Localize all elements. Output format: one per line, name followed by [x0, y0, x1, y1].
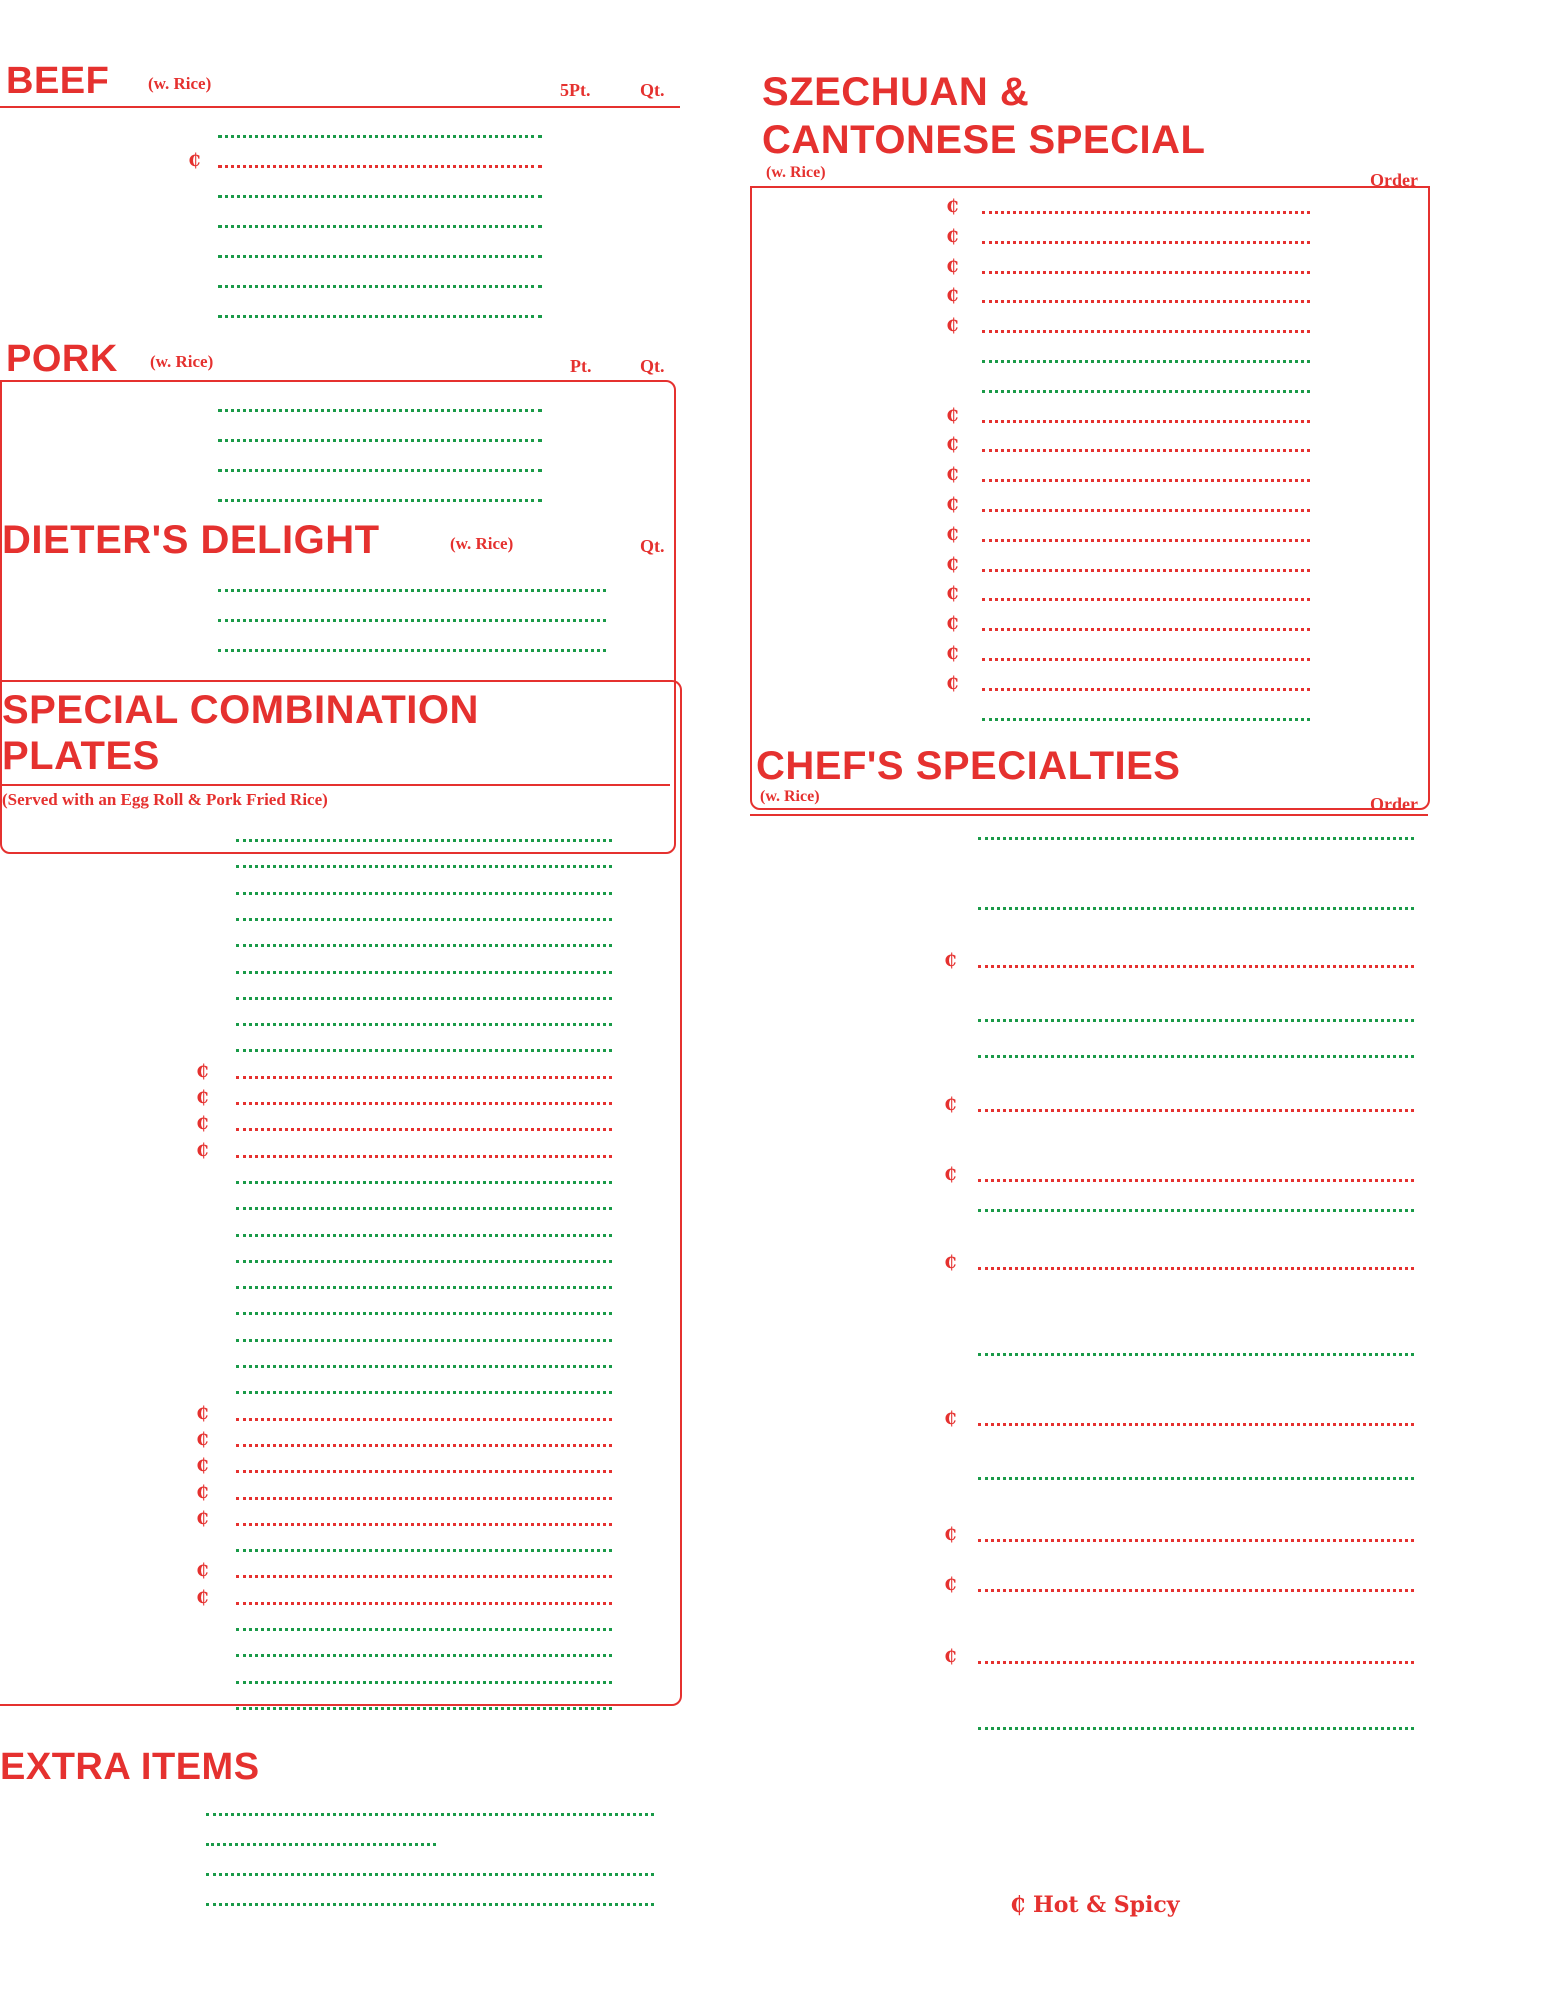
dot-leader — [978, 1423, 1414, 1426]
hot-spicy-icon: ₵ — [944, 1164, 957, 1185]
dot-leader — [236, 1470, 612, 1473]
beef-item — [0, 146, 680, 176]
dot-leader — [982, 569, 1310, 572]
dot-leader — [236, 1365, 612, 1368]
dot-leader — [218, 499, 542, 502]
beef-item — [0, 116, 680, 146]
hot-spicy-icon: ₵ — [196, 1139, 209, 1161]
chef-item — [750, 1160, 1430, 1190]
dot-leader — [218, 649, 606, 652]
dot-leader — [236, 1260, 612, 1263]
dot-leader — [206, 1843, 436, 1846]
beef-title: BEEF — [6, 60, 110, 102]
dot-leader — [236, 944, 612, 947]
hot-spicy-icon: ₵ — [946, 613, 959, 635]
dot-leader — [978, 907, 1414, 910]
chef-item — [750, 1708, 1430, 1738]
dieter-item — [0, 630, 680, 660]
chef-item — [750, 888, 1430, 918]
hot-spicy-icon: ₵ — [188, 150, 201, 171]
dot-leader — [982, 390, 1310, 393]
hot-spicy-icon: ₵ — [946, 196, 959, 217]
pork-item — [0, 420, 680, 450]
chef-item — [750, 818, 1430, 848]
beef-item — [0, 176, 680, 206]
hot-spicy-icon: ₵ — [946, 434, 959, 456]
dot-leader — [982, 628, 1310, 631]
dot-leader — [236, 1049, 612, 1052]
dot-leader — [982, 241, 1310, 244]
hot-spicy-icon: ₵ — [944, 1524, 957, 1545]
dot-leader — [236, 1023, 612, 1026]
dot-leader — [236, 839, 612, 842]
hot-spicy-icon: ₵ — [944, 1252, 957, 1273]
beef-item — [0, 236, 680, 266]
szechuan-item — [750, 550, 1430, 580]
beef-col-qt: Qt. — [640, 80, 665, 100]
dot-leader — [982, 539, 1310, 542]
hot-spicy-icon: ₵ — [944, 1646, 957, 1667]
beef-item — [0, 206, 680, 236]
dot-leader — [236, 1444, 612, 1447]
chef-col-order: Order — [1370, 794, 1418, 814]
dot-leader — [978, 1267, 1414, 1270]
chef-item — [750, 1036, 1430, 1066]
szechuan-item — [750, 579, 1430, 609]
combo-item — [0, 1688, 680, 1718]
dot-leader — [206, 1873, 654, 1876]
extra-title: EXTRA ITEMS — [0, 1746, 260, 1788]
szechuan-title-1: SZECHUAN & — [762, 70, 1030, 114]
hot-spicy-icon: ₵ — [946, 225, 959, 247]
pork-item — [0, 390, 680, 420]
szechuan-item — [750, 341, 1430, 371]
dot-leader — [978, 1055, 1414, 1058]
hot-spicy-icon: ₵ — [946, 255, 959, 277]
pork-col-qt: Qt. — [640, 356, 665, 376]
dot-leader — [982, 598, 1310, 601]
extra-item — [0, 1794, 680, 1824]
extra-item — [0, 1824, 680, 1854]
szechuan-item — [750, 252, 1430, 282]
szechuan-item — [750, 430, 1430, 460]
chef-rule — [750, 814, 1428, 816]
hot-spicy-icon: ₵ — [196, 1586, 209, 1608]
dot-leader — [236, 971, 612, 974]
beef-item — [0, 266, 680, 296]
szechuan-item — [750, 669, 1430, 699]
chef-item — [750, 1000, 1430, 1030]
dot-leader — [236, 1312, 612, 1315]
hot-spicy-icon: ₵ — [946, 523, 959, 545]
hot-spicy-icon: ₵ — [196, 1087, 209, 1108]
szechuan-item — [750, 281, 1430, 311]
dieter-item — [0, 600, 680, 630]
combo-subtitle: (Served with an Egg Roll & Pork Fried Rice) — [2, 790, 328, 809]
hot-spicy-legend: ₵ Hot & Spicy — [1010, 1892, 1180, 1918]
dot-leader — [982, 688, 1310, 691]
dot-leader — [206, 1813, 654, 1816]
dieter-subtitle: (w. Rice) — [450, 534, 514, 553]
dot-leader — [236, 1575, 612, 1578]
dot-leader — [236, 1207, 612, 1210]
dot-leader — [978, 965, 1414, 968]
hot-spicy-icon: ₵ — [196, 1428, 209, 1450]
chef-item — [750, 1458, 1430, 1488]
chef-item — [750, 1642, 1430, 1672]
dot-leader — [982, 449, 1310, 452]
beef-col-pt: 5Pt. — [560, 80, 591, 100]
chef-item — [750, 1570, 1430, 1600]
beef-rule — [0, 106, 680, 108]
chef-item — [750, 1404, 1430, 1434]
hot-spicy-icon: ₵ — [946, 464, 959, 486]
hot-spicy-icon: ₵ — [946, 643, 959, 664]
dot-leader — [236, 1707, 612, 1710]
chef-item — [750, 1090, 1430, 1120]
dot-leader — [236, 1681, 612, 1684]
hot-spicy-icon: ₵ — [944, 950, 957, 971]
dot-leader — [206, 1903, 654, 1906]
dieter-title: DIETER'S DELIGHT — [2, 518, 380, 562]
dot-leader — [218, 439, 542, 442]
chef-item — [750, 1190, 1430, 1220]
dot-leader — [236, 1654, 612, 1657]
extra-item — [0, 1854, 680, 1884]
chef-title: CHEF'S SPECIALTIES — [756, 744, 1181, 788]
pork-subtitle: (w. Rice) — [150, 352, 214, 371]
combo-title-1: SPECIAL COMBINATION — [2, 688, 479, 732]
hot-spicy-icon: ₵ — [944, 1574, 957, 1595]
hot-spicy-icon: ₵ — [944, 1094, 957, 1115]
szechuan-item — [750, 639, 1430, 669]
dot-leader — [218, 619, 606, 622]
dot-leader — [978, 1477, 1414, 1480]
hot-spicy-icon: ₵ — [946, 285, 959, 307]
dieter-col-qt: Qt. — [640, 536, 665, 556]
dot-leader — [978, 1109, 1414, 1112]
szechuan-col-order: Order — [1370, 170, 1418, 190]
szechuan-item — [750, 520, 1430, 550]
dot-leader — [982, 420, 1310, 423]
dot-leader — [236, 1181, 612, 1184]
chef-item — [750, 1334, 1430, 1364]
dot-leader — [978, 1589, 1414, 1592]
szechuan-item — [750, 460, 1430, 490]
dot-leader — [218, 255, 542, 258]
hot-spicy-icon: ₵ — [946, 494, 959, 515]
dot-leader — [236, 1102, 612, 1105]
dot-leader — [236, 1391, 612, 1394]
hot-spicy-icon: ₵ — [946, 315, 959, 337]
chef-item — [750, 1248, 1430, 1278]
dot-leader — [978, 1661, 1414, 1664]
dot-leader — [218, 589, 606, 592]
dot-leader — [236, 997, 612, 1000]
pork-col-pt: Pt. — [570, 356, 592, 376]
dot-leader — [236, 865, 612, 868]
dot-leader — [218, 225, 542, 228]
dot-leader — [236, 1339, 612, 1342]
dot-leader — [978, 1727, 1414, 1730]
dot-leader — [982, 330, 1310, 333]
dot-leader — [236, 1076, 612, 1079]
hot-spicy-icon: ₵ — [196, 1481, 209, 1503]
dot-leader — [236, 892, 612, 895]
hot-spicy-icon: ₵ — [196, 1560, 209, 1582]
hot-spicy-icon: ₵ — [946, 404, 959, 426]
chef-subtitle: (w. Rice) — [760, 788, 820, 805]
dot-leader — [236, 1128, 612, 1131]
dot-leader — [982, 271, 1310, 274]
dot-leader — [218, 315, 542, 318]
dot-leader — [982, 211, 1310, 214]
hot-spicy-icon: ₵ — [196, 1113, 209, 1135]
szechuan-item — [750, 311, 1430, 341]
hot-spicy-icon: ₵ — [946, 583, 959, 605]
combo-title-2: PLATES — [2, 734, 160, 778]
dot-leader — [982, 479, 1310, 482]
dot-leader — [978, 1539, 1414, 1542]
szechuan-item — [750, 401, 1430, 431]
dot-leader — [236, 1602, 612, 1605]
dot-leader — [236, 1234, 612, 1237]
dot-leader — [978, 1209, 1414, 1212]
beef-subtitle: (w. Rice) — [148, 74, 212, 93]
dot-leader — [982, 300, 1310, 303]
extra-item — [0, 1884, 680, 1914]
hot-spicy-icon: ₵ — [944, 1408, 957, 1429]
szechuan-subtitle: (w. Rice) — [766, 164, 826, 181]
dot-leader — [982, 658, 1310, 661]
dot-leader — [218, 165, 542, 168]
pork-item — [0, 480, 680, 510]
beef-item — [0, 296, 680, 326]
dot-leader — [978, 1019, 1414, 1022]
dot-leader — [982, 718, 1310, 721]
dot-leader — [236, 1549, 612, 1552]
dot-leader — [978, 837, 1414, 840]
dot-leader — [236, 1628, 612, 1631]
dot-leader — [236, 1523, 612, 1526]
hot-spicy-icon: ₵ — [946, 553, 959, 575]
dot-leader — [218, 195, 542, 198]
dot-leader — [218, 135, 542, 138]
szechuan-title-2: CANTONESE SPECIAL — [762, 118, 1206, 162]
dot-leader — [982, 360, 1310, 363]
hot-spicy-icon: ₵ — [196, 1455, 209, 1477]
dot-leader — [236, 1418, 612, 1421]
szechuan-item — [750, 699, 1430, 729]
dot-leader — [236, 1497, 612, 1500]
dieter-item — [0, 570, 680, 600]
dot-leader — [218, 409, 542, 412]
hot-spicy-icon: ₵ — [196, 1507, 209, 1529]
dot-leader — [978, 1179, 1414, 1182]
hot-spicy-icon: ₵ — [946, 672, 959, 694]
chef-item — [750, 1520, 1430, 1550]
dot-leader — [236, 1286, 612, 1289]
hot-spicy-icon: ₵ — [196, 1060, 209, 1082]
chef-item — [750, 946, 1430, 976]
dot-leader — [218, 285, 542, 288]
szechuan-item — [750, 192, 1430, 222]
pork-title: PORK — [6, 338, 118, 380]
hot-spicy-icon: ₵ — [196, 1402, 209, 1424]
szechuan-item — [750, 371, 1430, 401]
szechuan-item — [750, 609, 1430, 639]
szechuan-item — [750, 490, 1430, 520]
dot-leader — [218, 469, 542, 472]
dot-leader — [978, 1353, 1414, 1356]
dot-leader — [982, 509, 1310, 512]
dot-leader — [236, 1155, 612, 1158]
szechuan-item — [750, 222, 1430, 252]
pork-item — [0, 450, 680, 480]
dot-leader — [236, 918, 612, 921]
